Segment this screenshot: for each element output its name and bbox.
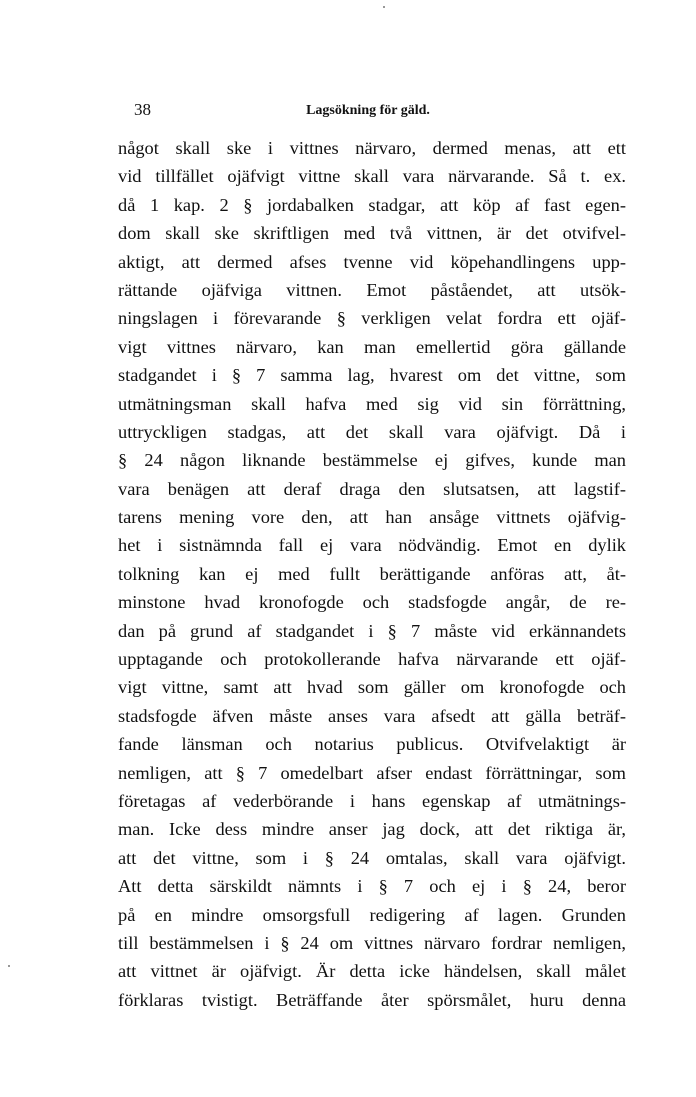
text-line: man. Icke dess mindre anser jag dock, att det riktiga är, — [118, 819, 626, 840]
text-line: att det vittne, som i § 24 omtalas, skall vara ojäfvigt. — [118, 847, 626, 868]
scan-speck — [383, 6, 385, 8]
text-line: ningslagen i förevarande § verkligen velat fordra ett ojäf- — [118, 308, 626, 329]
text-line: aktigt, att dermed afses tvenne vid köpehandlingens upp- — [118, 251, 626, 272]
text-line: nemligen, att § 7 omedelbart afser endast förrättningar, som — [118, 762, 626, 783]
text-line: till bestämmelsen i § 24 om vittnes närvaro fordrar nemligen, — [118, 932, 626, 953]
text-line: tolkning kan ej med fullt berättigande anföras att, åt- — [118, 563, 626, 584]
running-head-title: Lagsökning för gäld. — [306, 103, 430, 118]
text-line: stadgandet i § 7 samma lag, hvarest om det vittne, som — [118, 365, 626, 386]
text-line: förklaras tvistigt. Beträffande åter spörsmålet, huru denna — [118, 989, 626, 1010]
text-line: upptagande och protokollerande hafva närvarande ett ojäf- — [118, 649, 626, 670]
text-line: vid tillfället ojäfvigt vittne skall vara närvarande. Så t. ex. — [118, 166, 626, 187]
text-line: dom skall ske skriftligen med två vittnen, är det otvifvel- — [118, 223, 626, 244]
text-line: vara benägen att deraf draga den slutsatsen, att lagstif- — [118, 478, 626, 499]
text-line: fande länsman och notarius publicus. Otvifvelaktigt är — [118, 734, 626, 755]
text-line: att vittnet är ojäfvigt. Är detta icke händelsen, skall målet — [118, 961, 626, 982]
text-line: rättande ojäfviga vittnen. Emot påståendet, att utsök- — [118, 279, 626, 300]
text-line: vigt vittnes närvaro, kan man emellertid göra gällande — [118, 336, 626, 357]
body-paragraph — [118, 134, 626, 1014]
text-line: utmätningsman skall hafva med sig vid sin förrättning, — [118, 393, 626, 414]
text-line: tarens mening vore den, att han ansåge vittnets ojäfvig- — [118, 507, 626, 528]
scan-speck — [8, 965, 10, 967]
text-line: företagas af vederbörande i hans egenskap af utmätnings- — [118, 790, 626, 811]
text-line: Att detta särskildt nämnts i § 7 och ej i § 24, beror — [118, 876, 626, 897]
text-line: då 1 kap. 2 § jordabalken stadgar, att köp af fast egen- — [118, 194, 626, 215]
text-line: något skall ske i vittnes närvaro, dermed menas, att ett — [118, 138, 626, 158]
page-number: 38 — [134, 100, 151, 119]
text-line: stadsfogde äfven måste anses vara afsedt att gälla beträf- — [118, 705, 626, 726]
text-line: dan på grund af stadgandet i § 7 måste vid erkännandets — [118, 620, 626, 641]
text-line: § 24 någon liknande bestämmelse ej gifves, kunde man — [118, 450, 626, 471]
text-line: på en mindre omsorgsfull redigering af lagen. Grunden — [118, 904, 626, 925]
text-line: vigt vittne, samt att hvad som gäller om kronofogde och — [118, 677, 626, 698]
text-line: het i sistnämnda fall ej vara nödvändig. Emot en dylik — [118, 535, 626, 556]
text-line: minstone hvad kronofogde och stadsfogde angår, de re- — [118, 592, 626, 613]
text-line: uttryckligen stadgas, att det skall vara ojäfvigt. Då i — [118, 421, 626, 442]
